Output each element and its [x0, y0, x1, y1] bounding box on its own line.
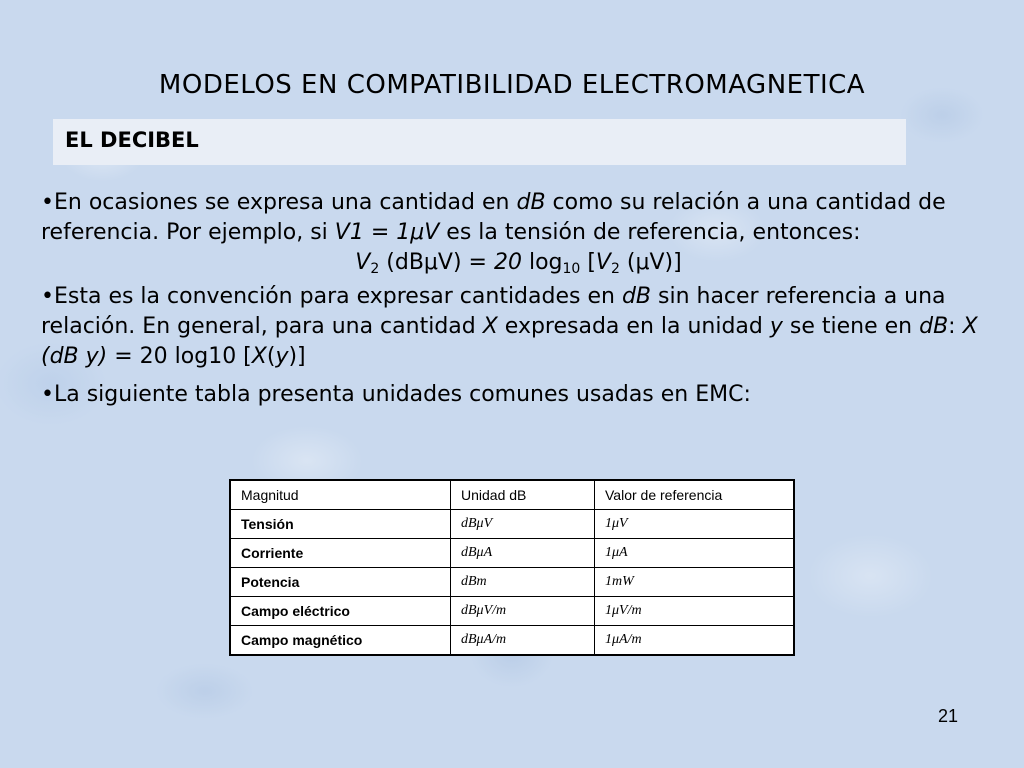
subscript: 2	[610, 261, 620, 277]
equation	[41, 248, 996, 278]
text-run: dB	[919, 314, 949, 339]
text-run: :	[948, 314, 963, 339]
text-run: log	[521, 250, 563, 275]
table-row	[230, 597, 794, 626]
slide-body	[41, 188, 996, 410]
table-cell: Potencia	[230, 568, 451, 597]
text-run: se tiene en	[782, 314, 920, 339]
table-header: Unidad dB	[451, 480, 595, 510]
paragraph-3: •La siguiente tabla presenta unidades comunes usadas en EMC:	[41, 382, 751, 407]
table-cell: 1μV	[595, 510, 795, 539]
text-run: y	[275, 344, 289, 369]
table-cell: Corriente	[230, 539, 451, 568]
table-cell: Campo magnético	[230, 626, 451, 656]
table-cell: dBμV/m	[451, 597, 595, 626]
table-cell: dBm	[451, 568, 595, 597]
table-cell: 1μV/m	[595, 597, 795, 626]
page-number: 21	[938, 706, 959, 726]
text-run: V	[355, 250, 371, 275]
text-run: dB	[516, 190, 546, 215]
subscript: 2	[370, 261, 380, 277]
text-run: (dBμV) =	[379, 250, 494, 275]
text-run: es la tensión de referencia, entonces:	[439, 220, 861, 245]
slide-title: MODELOS EN COMPATIBILIDAD ELECTROMAGNETICA	[158, 70, 866, 100]
table-row	[230, 568, 794, 597]
table-header-row	[230, 480, 794, 510]
table-row	[230, 510, 794, 539]
table-cell: 1μA/m	[595, 626, 795, 656]
table-cell: dBμV	[451, 510, 595, 539]
text-run: X	[251, 344, 267, 369]
text-run: 20	[493, 250, 522, 275]
table-cell: 1mW	[595, 568, 795, 597]
table-row	[230, 539, 794, 568]
table-cell: Campo eléctrico	[230, 597, 451, 626]
paragraph-2	[41, 282, 996, 372]
subscript: 10	[562, 261, 581, 277]
table-cell: Tensión	[230, 510, 451, 539]
text-run: X (dB y)	[41, 314, 978, 369]
text-run: sin hacer referencia a una relación. En general, para una cantidad	[41, 284, 946, 339]
table-row	[230, 626, 794, 656]
units-table	[229, 479, 795, 656]
subtitle-bar	[53, 119, 906, 165]
text-run: •Esta es la convención para expresar cantidades en	[41, 284, 622, 309]
text-run: expresada en la unidad	[497, 314, 770, 339]
text-run: )]	[288, 344, 306, 369]
text-run: V	[595, 250, 611, 275]
text-run: y	[769, 314, 783, 339]
text-run: •En ocasiones se expresa una cantidad en	[41, 190, 517, 215]
table-cell: dBμA/m	[451, 626, 595, 656]
table-cell: 1μA	[595, 539, 795, 568]
table-header: Magnitud	[230, 480, 451, 510]
table-header: Valor de referencia	[595, 480, 795, 510]
text-run: = 20 log10 [	[107, 344, 252, 369]
text-run: [	[580, 250, 596, 275]
text-run: (	[266, 344, 276, 369]
paragraph-1	[41, 188, 996, 248]
text-run: X	[482, 314, 498, 339]
table-cell: dBμA	[451, 539, 595, 568]
text-run: como su relación a una cantidad de referencia. Por ejemplo, si	[41, 190, 946, 245]
text-run: V1 = 1μV	[334, 220, 440, 245]
text-run: (μV)]	[619, 250, 682, 275]
text-run: dB	[621, 284, 651, 309]
section-subtitle: EL DECIBEL	[65, 128, 199, 152]
